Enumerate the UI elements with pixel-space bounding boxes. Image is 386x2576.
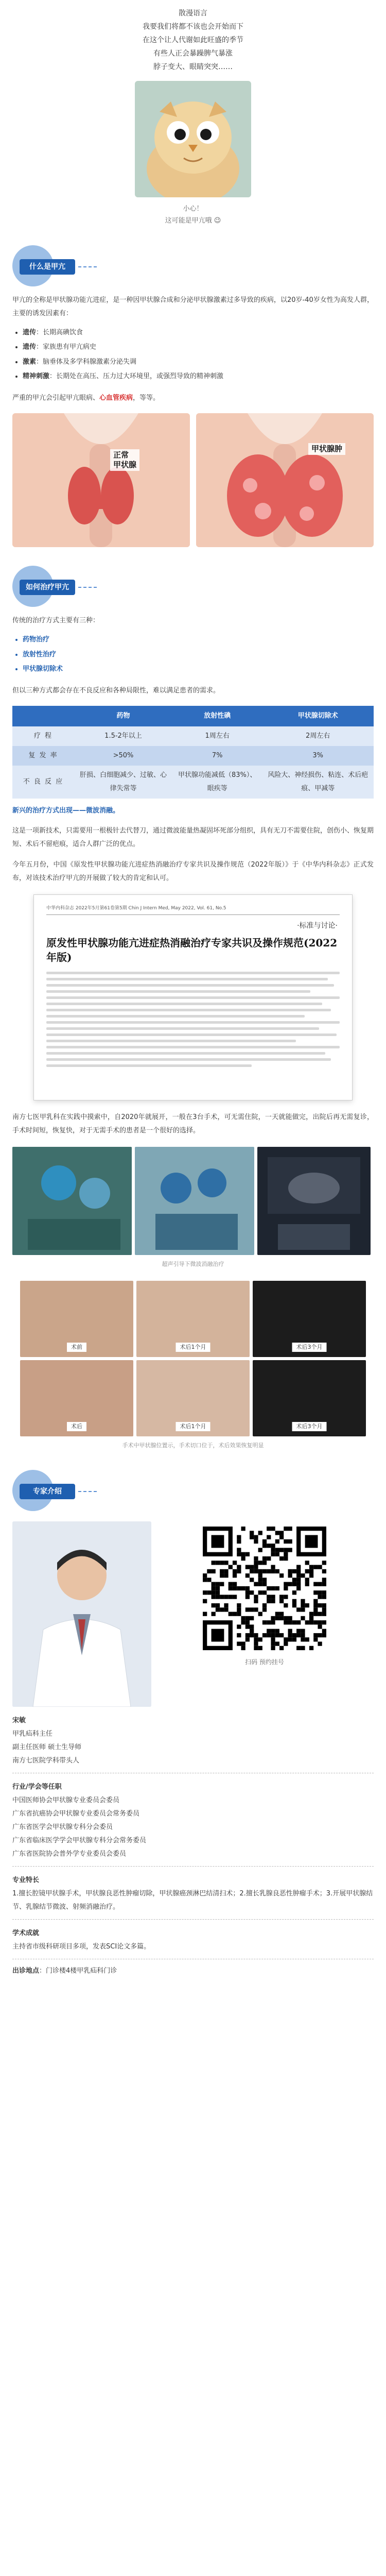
journal-paper [33, 894, 353, 1100]
table-row [12, 726, 374, 746]
table-header-cell [12, 706, 74, 726]
procedure-photo-ultrasound [257, 1147, 371, 1255]
table-header-cell: 药物 [74, 706, 172, 726]
divider [12, 1919, 374, 1920]
cause-name: 激素 [23, 358, 37, 366]
table-cell: 7% [172, 746, 262, 766]
achievement-label: 学术成就 [12, 1929, 40, 1937]
procedure-photo-row [12, 1147, 374, 1255]
row-label: 不 良 反 应 [12, 766, 74, 799]
table-header-cell: 甲状腺切除术 [262, 706, 374, 726]
postop-photo [20, 1360, 133, 1436]
divider [12, 1866, 374, 1867]
doctor-title-line: 南方七医院学科带头人 [12, 1756, 80, 1765]
paper-tag: ·标准与讨论· [297, 921, 338, 930]
cause-item [23, 340, 374, 355]
clinic-line: 出诊地点：门诊楼4楼甲乳疝科门诊 [12, 1967, 117, 1975]
treatment-comparison-table [12, 706, 374, 799]
procedure-photo-surgery [12, 1147, 132, 1255]
symptoms-suffix: ，等等。 [133, 394, 160, 402]
society-item: 中国医师协会甲状腺专业委员会委员 [12, 1796, 120, 1804]
paper-title: 原发性甲状腺功能亢进症热消融治疗专家共识及操作规范(2022年版) [46, 937, 338, 964]
doctor-title-line: 副主任医师 硕士生导师 [12, 1743, 82, 1751]
intro-line: 散漫语言 [179, 9, 207, 18]
heading-label: 如何治疗甲亢 [20, 580, 75, 595]
cause-item [23, 369, 374, 384]
section-heading-expert [12, 1470, 374, 1511]
enlarged-thyroid-panel [196, 413, 374, 547]
cause-name: 遗传 [23, 328, 37, 336]
society-label: 行业/学会等任职 [12, 1783, 62, 1791]
treatment-method-item: • 甲状腺切除术 [23, 662, 374, 677]
heading-dash-decoration [78, 587, 97, 588]
clinic-text: 门诊楼4楼甲乳疝科门诊 [46, 1967, 117, 1975]
table-cell: 1.5-2年以上 [74, 726, 172, 746]
intro-block [12, 0, 374, 74]
expertise-text: 1.擅长腔镜甲状腺手术，甲状腺良恶性肿瘤切除，甲状腺癌颈淋巴结清扫术；2.擅长乳腺良恶性肿瘤手术；3.开展甲状腺结节、乳腺结节微波、射频消融治疗。 [12, 1889, 373, 1911]
heading-label: 什么是甲亢 [20, 259, 75, 275]
clinic-label: 出诊地点 [12, 1967, 40, 1975]
symptoms-paragraph [12, 392, 374, 405]
section1-paragraph: 甲亢的全称是甲状腺功能亢进症，是一种因甲状腺合成和分泌甲状腺激素过多导致的疾病，以20岁-40岁女性为高发人群，主要的诱发因素有： [12, 296, 374, 317]
enlarged-thyroid-label: 甲状腺肿 [308, 443, 345, 455]
symptoms-prefix: 严重的甲亢会引起甲亢眼病、 [12, 394, 100, 402]
postop-photo-label: 术后1个月 [176, 1343, 210, 1352]
table-cell: >50% [74, 746, 172, 766]
expertise-label: 专业特长 [12, 1876, 40, 1884]
expert-block [12, 1521, 374, 1707]
hero-owl-image [135, 81, 251, 197]
heading-dash-decoration [78, 1491, 97, 1492]
new-method-note: 新兴的治疗方式出现——微波消融。 [12, 806, 120, 815]
postop-photo [253, 1281, 366, 1357]
doctor-name: 宋敏 [12, 1716, 26, 1724]
society-item: 广东省临床医学学会甲状腺专科分会常务委员 [12, 1836, 147, 1844]
ablation-paragraph: 这是一项新技术，只需要用一根极针去代替刀，通过微波能量热凝固坏死部分组织，具有无刀不需要住院，创伤小、恢复期短、术后不留疤痕，适合人群广泛的优点。 [12, 826, 374, 848]
expert-profile [12, 1714, 374, 1978]
treatment-intro: 传统的治疗方式主要有三种： [12, 617, 100, 625]
table-header-cell: 放射性碘 [172, 706, 262, 726]
cause-list [12, 326, 374, 384]
paper-body-lines [46, 972, 340, 1067]
heading-label: 专家介绍 [20, 1484, 75, 1499]
treatment-method-item: • 药物治疗 [23, 633, 374, 648]
cause-item [23, 326, 374, 341]
treatment-summary: 但以三种方式都会存在不良反应和各种局限性，难以满足患者的需求。 [12, 686, 220, 694]
table-cell: 3% [262, 746, 374, 766]
cause-item [23, 355, 374, 370]
doctor-photo [12, 1521, 151, 1707]
cause-desc: ：长期处在高压、压力过大环境里，或强烈导致的精神刺激 [49, 372, 224, 381]
hero-caption-line: 这可能是甲亢哦 😉 [165, 216, 221, 225]
booking-qr-code[interactable] [203, 1527, 326, 1650]
postop-photo-label: 术后 [67, 1422, 86, 1431]
hero-caption-line: 小心！ [183, 205, 203, 213]
postop-photo [136, 1360, 250, 1436]
society-item: 广东省医院协会普外学专业委员会委员 [12, 1850, 127, 1858]
heading-dash-decoration [78, 266, 97, 267]
hero-caption [12, 204, 374, 226]
treatment-method-item: • 放射性治疗 [23, 648, 374, 663]
cause-desc: ：家族患有甲亢病史 [36, 343, 97, 351]
cause-name: 精神刺激 [23, 372, 50, 381]
symptoms-highlight: 心血管疾病 [99, 394, 133, 402]
cause-desc: ：脑垂体及多学科腺激素分泌失调 [36, 358, 137, 366]
row-label: 疗 程 [12, 726, 74, 746]
table-cell: 肝损、白细胞减少、过敏、心律失常等 [74, 766, 172, 799]
intro-line: 有些人正会暴躁脾气暴涨 [153, 49, 233, 58]
treatment-method-list [12, 633, 374, 677]
intro-line: 脖子变大、眼睛突突…… [153, 62, 233, 71]
row-label: 复 发 率 [12, 746, 74, 766]
journal-paper-image [33, 894, 353, 1100]
procedure-photo-operating-room [135, 1147, 254, 1255]
intro-line: 我要我们将都不该也会开始而下 [143, 22, 243, 31]
cause-name: 遗传 [23, 343, 37, 351]
department-paragraph: 南方七医甲乳科在实践中摸索中，自2020年就展开，一般在3台手术，可无需住院，一天就能做完，出院后再无需复诊，手术时间短，恢复快，对于无需手术的患者是一个很好的选择。 [12, 1113, 374, 1134]
postop-photo [20, 1281, 133, 1357]
table-header-row [12, 706, 374, 726]
postop-photo-label: 术前 [67, 1343, 86, 1352]
society-item: 广东省抗癌协会甲状腺专业委员会常务委员 [12, 1809, 140, 1818]
normal-thyroid-label: 正常 甲状腺 [110, 449, 139, 471]
intro-line: 在这个让人代谢如此旺盛的季节 [143, 36, 243, 44]
consensus-paragraph: 今年五月份，中国《原发性甲状腺功能亢进症热消融治疗专家共识及操作规范（2022年版）》于《中华内科杂志》正式发布，对该技术治疗甲亢的开展做了较大的肯定和认可。 [12, 860, 374, 882]
table-cell: 1周左右 [172, 726, 262, 746]
postop-photo-label: 术后3个月 [292, 1422, 327, 1431]
postop-photo [253, 1360, 366, 1436]
cause-desc: ：长期高碘饮食 [36, 328, 83, 336]
postop-photo-label: 术后3个月 [292, 1343, 327, 1352]
table-row [12, 766, 374, 799]
society-item: 广东省医学会甲状腺专科分会委员 [12, 1823, 113, 1831]
table-cell: 风险大、神经损伤、粘连、术后疤痕、甲减等 [262, 766, 374, 799]
achievement-text: 主持省市级科研项目多项，发表SCI论文多篇。 [12, 1942, 151, 1951]
normal-thyroid-panel [12, 413, 190, 547]
doctor-title-line: 甲乳疝科主任 [12, 1730, 53, 1738]
postop-photo-grid [12, 1281, 374, 1436]
table-cell: 2周左右 [262, 726, 374, 746]
procedure-photo-caption: 超声引导下微波消融治疗 [162, 1260, 224, 1267]
section-heading-what-is-hyperthyroid [12, 245, 374, 286]
postop-photo [136, 1281, 250, 1357]
thyroid-illustration [12, 413, 374, 547]
section-heading-treatment [12, 566, 374, 607]
postop-photo-label: 术后1个月 [176, 1422, 210, 1431]
table-row [12, 746, 374, 766]
paper-header: 中华内科杂志 2022年5月第61卷第5期 Chin J Intern Med, May 2022, Vol. 61, No.5 [46, 904, 340, 916]
postop-caption: 手术中甲状腺位置示，手术切口位于，术后效果恢复明显 [122, 1442, 264, 1449]
table-cell: 甲状腺功能减低（83%）、眼疾等 [172, 766, 262, 799]
qr-caption: 扫码 预约挂号 [245, 1658, 284, 1666]
